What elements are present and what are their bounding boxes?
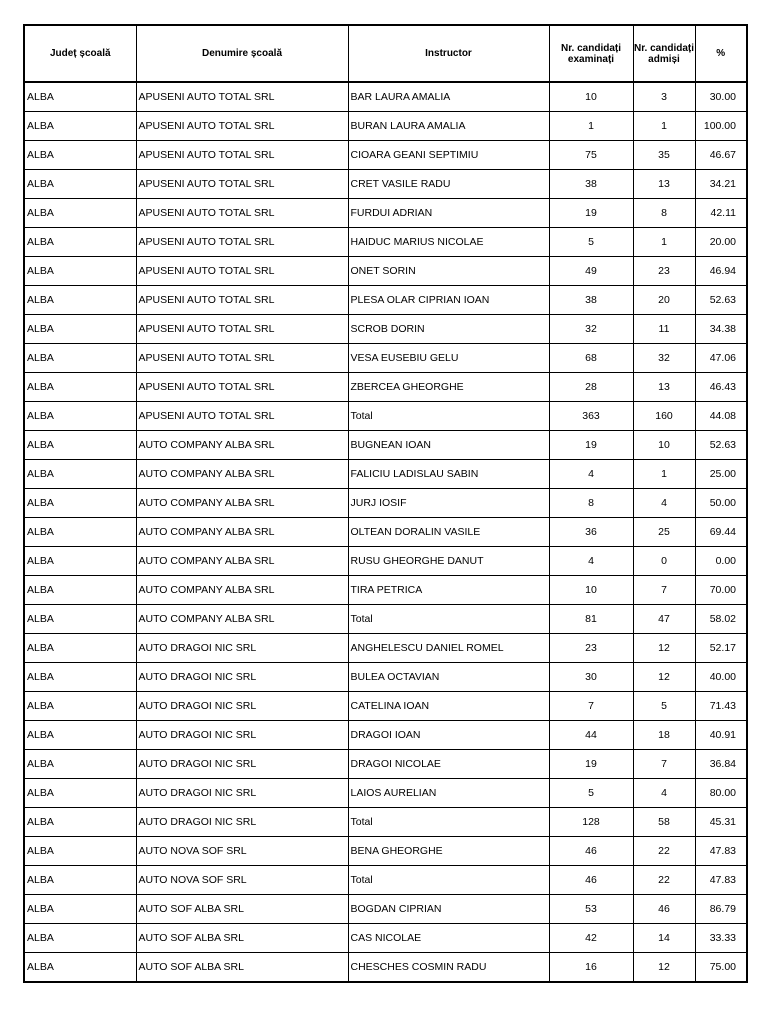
cell-judet: ALBA <box>24 431 136 460</box>
cell-denumire: AUTO SOF ALBA SRL <box>136 953 348 983</box>
results-table <box>23 24 748 983</box>
cell-examinati: 32 <box>549 315 633 344</box>
table-row <box>24 431 747 460</box>
cell-examinati: 10 <box>549 576 633 605</box>
table-row <box>24 170 747 199</box>
cell-instructor: RUSU GHEORGHE DANUT <box>348 547 549 576</box>
cell-judet: ALBA <box>24 286 136 315</box>
cell-instructor: BOGDAN CIPRIAN <box>348 895 549 924</box>
cell-procent: 52.17 <box>695 634 747 663</box>
cell-judet: ALBA <box>24 518 136 547</box>
cell-examinati: 4 <box>549 547 633 576</box>
cell-instructor: DRAGOI IOAN <box>348 721 549 750</box>
cell-judet: ALBA <box>24 634 136 663</box>
cell-admisi: 14 <box>633 924 695 953</box>
cell-instructor: DRAGOI NICOLAE <box>348 750 549 779</box>
cell-admisi: 12 <box>633 953 695 983</box>
cell-procent: 20.00 <box>695 228 747 257</box>
cell-denumire: AUTO DRAGOI NIC SRL <box>136 808 348 837</box>
table-row <box>24 315 747 344</box>
cell-denumire: AUTO DRAGOI NIC SRL <box>136 779 348 808</box>
cell-admisi: 0 <box>633 547 695 576</box>
cell-examinati: 363 <box>549 402 633 431</box>
cell-procent: 45.31 <box>695 808 747 837</box>
cell-denumire: AUTO COMPANY ALBA SRL <box>136 460 348 489</box>
cell-denumire: APUSENI AUTO TOTAL SRL <box>136 257 348 286</box>
cell-instructor: CAS NICOLAE <box>348 924 549 953</box>
cell-judet: ALBA <box>24 141 136 170</box>
table-row <box>24 895 747 924</box>
table-row <box>24 257 747 286</box>
cell-instructor: PLESA OLAR CIPRIAN IOAN <box>348 286 549 315</box>
cell-procent: 40.91 <box>695 721 747 750</box>
cell-procent: 44.08 <box>695 402 747 431</box>
cell-instructor: ONET SORIN <box>348 257 549 286</box>
cell-instructor: SCROB DORIN <box>348 315 549 344</box>
cell-denumire: AUTO DRAGOI NIC SRL <box>136 663 348 692</box>
cell-judet: ALBA <box>24 199 136 228</box>
cell-denumire: APUSENI AUTO TOTAL SRL <box>136 373 348 402</box>
table-row <box>24 634 747 663</box>
cell-procent: 42.11 <box>695 199 747 228</box>
cell-examinati: 49 <box>549 257 633 286</box>
table-row <box>24 82 747 112</box>
cell-instructor: Total <box>348 808 549 837</box>
cell-judet: ALBA <box>24 779 136 808</box>
cell-admisi: 8 <box>633 199 695 228</box>
cell-judet: ALBA <box>24 721 136 750</box>
cell-judet: ALBA <box>24 692 136 721</box>
cell-procent: 86.79 <box>695 895 747 924</box>
cell-admisi: 22 <box>633 866 695 895</box>
cell-admisi: 22 <box>633 837 695 866</box>
cell-instructor: OLTEAN DORALIN VASILE <box>348 518 549 547</box>
table-row <box>24 199 747 228</box>
cell-judet: ALBA <box>24 953 136 983</box>
cell-procent: 70.00 <box>695 576 747 605</box>
cell-procent: 40.00 <box>695 663 747 692</box>
cell-denumire: AUTO SOF ALBA SRL <box>136 895 348 924</box>
cell-procent: 46.94 <box>695 257 747 286</box>
cell-instructor: CRET VASILE RADU <box>348 170 549 199</box>
table-row <box>24 721 747 750</box>
table-row <box>24 112 747 141</box>
cell-instructor: BURAN LAURA AMALIA <box>348 112 549 141</box>
cell-denumire: AUTO DRAGOI NIC SRL <box>136 692 348 721</box>
table-row <box>24 518 747 547</box>
cell-instructor: CHESCHES COSMIN RADU <box>348 953 549 983</box>
cell-instructor: Total <box>348 866 549 895</box>
table-row <box>24 228 747 257</box>
cell-examinati: 128 <box>549 808 633 837</box>
cell-denumire: AUTO COMPANY ALBA SRL <box>136 605 348 634</box>
cell-instructor: ANGHELESCU DANIEL ROMEL <box>348 634 549 663</box>
cell-procent: 80.00 <box>695 779 747 808</box>
cell-procent: 47.83 <box>695 837 747 866</box>
table-row <box>24 837 747 866</box>
cell-denumire: APUSENI AUTO TOTAL SRL <box>136 286 348 315</box>
cell-judet: ALBA <box>24 895 136 924</box>
cell-examinati: 5 <box>549 779 633 808</box>
header-examinati: Nr. candidați examinați <box>549 25 633 82</box>
cell-admisi: 10 <box>633 431 695 460</box>
cell-procent: 46.43 <box>695 373 747 402</box>
cell-denumire: AUTO NOVA SOF SRL <box>136 837 348 866</box>
cell-admisi: 4 <box>633 779 695 808</box>
cell-judet: ALBA <box>24 924 136 953</box>
cell-denumire: APUSENI AUTO TOTAL SRL <box>136 112 348 141</box>
table-row <box>24 663 747 692</box>
cell-procent: 75.00 <box>695 953 747 983</box>
cell-denumire: APUSENI AUTO TOTAL SRL <box>136 315 348 344</box>
cell-examinati: 75 <box>549 141 633 170</box>
cell-procent: 47.06 <box>695 344 747 373</box>
cell-instructor: VESA EUSEBIU GELU <box>348 344 549 373</box>
cell-examinati: 46 <box>549 837 633 866</box>
cell-admisi: 12 <box>633 663 695 692</box>
cell-procent: 69.44 <box>695 518 747 547</box>
cell-examinati: 36 <box>549 518 633 547</box>
header-instructor: Instructor <box>348 25 549 82</box>
table-row <box>24 924 747 953</box>
cell-examinati: 16 <box>549 953 633 983</box>
cell-instructor: JURJ IOSIF <box>348 489 549 518</box>
cell-denumire: AUTO COMPANY ALBA SRL <box>136 431 348 460</box>
cell-instructor: TIRA PETRICA <box>348 576 549 605</box>
cell-admisi: 11 <box>633 315 695 344</box>
cell-denumire: AUTO COMPANY ALBA SRL <box>136 489 348 518</box>
cell-instructor: Total <box>348 605 549 634</box>
cell-instructor: BULEA OCTAVIAN <box>348 663 549 692</box>
table-row <box>24 547 747 576</box>
cell-admisi: 35 <box>633 141 695 170</box>
table-body <box>24 82 747 982</box>
table-row <box>24 605 747 634</box>
cell-instructor: LAIOS AURELIAN <box>348 779 549 808</box>
cell-denumire: APUSENI AUTO TOTAL SRL <box>136 141 348 170</box>
cell-admisi: 1 <box>633 112 695 141</box>
cell-examinati: 5 <box>549 228 633 257</box>
cell-examinati: 38 <box>549 170 633 199</box>
cell-instructor: FURDUI ADRIAN <box>348 199 549 228</box>
cell-denumire: AUTO NOVA SOF SRL <box>136 866 348 895</box>
cell-judet: ALBA <box>24 460 136 489</box>
cell-judet: ALBA <box>24 663 136 692</box>
cell-procent: 46.67 <box>695 141 747 170</box>
cell-judet: ALBA <box>24 112 136 141</box>
cell-judet: ALBA <box>24 82 136 112</box>
cell-procent: 52.63 <box>695 286 747 315</box>
cell-judet: ALBA <box>24 866 136 895</box>
cell-admisi: 13 <box>633 170 695 199</box>
cell-examinati: 10 <box>549 82 633 112</box>
cell-examinati: 8 <box>549 489 633 518</box>
cell-instructor: HAIDUC MARIUS NICOLAE <box>348 228 549 257</box>
cell-denumire: APUSENI AUTO TOTAL SRL <box>136 402 348 431</box>
header-admisi: Nr. candidați admiși <box>633 25 695 82</box>
cell-admisi: 46 <box>633 895 695 924</box>
table-row <box>24 286 747 315</box>
cell-denumire: AUTO DRAGOI NIC SRL <box>136 721 348 750</box>
cell-denumire: AUTO COMPANY ALBA SRL <box>136 518 348 547</box>
cell-instructor: CIOARA GEANI SEPTIMIU <box>348 141 549 170</box>
cell-admisi: 23 <box>633 257 695 286</box>
table-row <box>24 692 747 721</box>
cell-instructor: BAR LAURA AMALIA <box>348 82 549 112</box>
cell-examinati: 38 <box>549 286 633 315</box>
cell-admisi: 13 <box>633 373 695 402</box>
cell-procent: 47.83 <box>695 866 747 895</box>
cell-procent: 52.63 <box>695 431 747 460</box>
cell-admisi: 32 <box>633 344 695 373</box>
cell-denumire: APUSENI AUTO TOTAL SRL <box>136 344 348 373</box>
cell-procent: 50.00 <box>695 489 747 518</box>
table-row <box>24 402 747 431</box>
cell-admisi: 25 <box>633 518 695 547</box>
table-row <box>24 460 747 489</box>
cell-admisi: 18 <box>633 721 695 750</box>
cell-procent: 58.02 <box>695 605 747 634</box>
cell-instructor: ZBERCEA GHEORGHE <box>348 373 549 402</box>
cell-denumire: AUTO SOF ALBA SRL <box>136 924 348 953</box>
cell-judet: ALBA <box>24 489 136 518</box>
cell-admisi: 5 <box>633 692 695 721</box>
cell-examinati: 1 <box>549 112 633 141</box>
cell-examinati: 19 <box>549 431 633 460</box>
cell-admisi: 12 <box>633 634 695 663</box>
cell-judet: ALBA <box>24 344 136 373</box>
cell-judet: ALBA <box>24 750 136 779</box>
cell-procent: 30.00 <box>695 82 747 112</box>
cell-examinati: 28 <box>549 373 633 402</box>
cell-judet: ALBA <box>24 808 136 837</box>
cell-admisi: 7 <box>633 576 695 605</box>
cell-procent: 25.00 <box>695 460 747 489</box>
cell-examinati: 7 <box>549 692 633 721</box>
cell-examinati: 30 <box>549 663 633 692</box>
cell-examinati: 42 <box>549 924 633 953</box>
cell-admisi: 4 <box>633 489 695 518</box>
cell-denumire: AUTO COMPANY ALBA SRL <box>136 547 348 576</box>
cell-instructor: CATELINA IOAN <box>348 692 549 721</box>
cell-judet: ALBA <box>24 402 136 431</box>
table-row <box>24 141 747 170</box>
cell-judet: ALBA <box>24 315 136 344</box>
header-judet: Județ școală <box>24 25 136 82</box>
cell-judet: ALBA <box>24 373 136 402</box>
cell-admisi: 160 <box>633 402 695 431</box>
cell-judet: ALBA <box>24 547 136 576</box>
cell-examinati: 19 <box>549 199 633 228</box>
table-row <box>24 489 747 518</box>
header-procent: % <box>695 25 747 82</box>
table-row <box>24 779 747 808</box>
cell-judet: ALBA <box>24 257 136 286</box>
cell-denumire: AUTO COMPANY ALBA SRL <box>136 576 348 605</box>
cell-procent: 0.00 <box>695 547 747 576</box>
cell-judet: ALBA <box>24 170 136 199</box>
table-row <box>24 344 747 373</box>
cell-examinati: 81 <box>549 605 633 634</box>
cell-admisi: 1 <box>633 460 695 489</box>
cell-denumire: APUSENI AUTO TOTAL SRL <box>136 82 348 112</box>
cell-denumire: APUSENI AUTO TOTAL SRL <box>136 199 348 228</box>
cell-judet: ALBA <box>24 576 136 605</box>
cell-admisi: 1 <box>633 228 695 257</box>
cell-admisi: 7 <box>633 750 695 779</box>
cell-examinati: 19 <box>549 750 633 779</box>
cell-denumire: APUSENI AUTO TOTAL SRL <box>136 228 348 257</box>
cell-admisi: 58 <box>633 808 695 837</box>
cell-denumire: AUTO DRAGOI NIC SRL <box>136 750 348 779</box>
cell-instructor: BENA GHEORGHE <box>348 837 549 866</box>
table-row <box>24 953 747 983</box>
cell-admisi: 20 <box>633 286 695 315</box>
cell-examinati: 46 <box>549 866 633 895</box>
cell-examinati: 44 <box>549 721 633 750</box>
table-row <box>24 750 747 779</box>
cell-denumire: AUTO DRAGOI NIC SRL <box>136 634 348 663</box>
table-row <box>24 808 747 837</box>
cell-examinati: 4 <box>549 460 633 489</box>
table-row <box>24 373 747 402</box>
table-row <box>24 576 747 605</box>
cell-admisi: 47 <box>633 605 695 634</box>
cell-judet: ALBA <box>24 605 136 634</box>
cell-procent: 34.38 <box>695 315 747 344</box>
cell-procent: 71.43 <box>695 692 747 721</box>
cell-judet: ALBA <box>24 837 136 866</box>
cell-examinati: 53 <box>549 895 633 924</box>
header-denumire: Denumire școală <box>136 25 348 82</box>
cell-examinati: 68 <box>549 344 633 373</box>
cell-procent: 36.84 <box>695 750 747 779</box>
cell-admisi: 3 <box>633 82 695 112</box>
cell-judet: ALBA <box>24 228 136 257</box>
header-row <box>24 25 747 82</box>
table-row <box>24 866 747 895</box>
cell-examinati: 23 <box>549 634 633 663</box>
cell-instructor: FALICIU LADISLAU SABIN <box>348 460 549 489</box>
cell-procent: 100.00 <box>695 112 747 141</box>
cell-procent: 33.33 <box>695 924 747 953</box>
cell-procent: 34.21 <box>695 170 747 199</box>
cell-instructor: Total <box>348 402 549 431</box>
cell-denumire: APUSENI AUTO TOTAL SRL <box>136 170 348 199</box>
cell-instructor: BUGNEAN IOAN <box>348 431 549 460</box>
